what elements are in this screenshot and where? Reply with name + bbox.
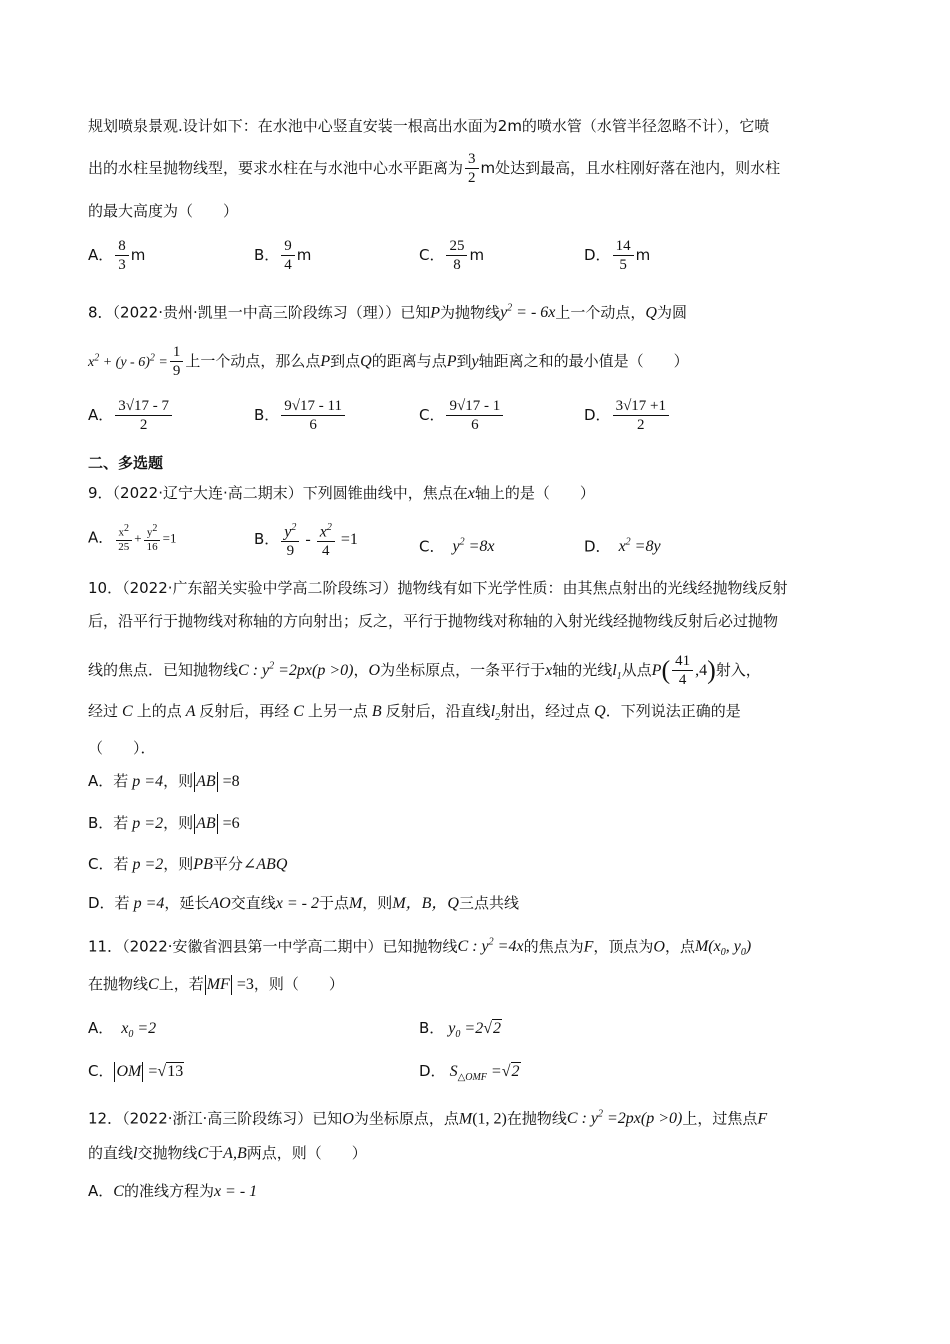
q10-line5: （ ）． xyxy=(88,739,156,757)
q10-option-c[interactable]: C．若 p =2，则PB平分∠ABQ xyxy=(88,855,288,873)
q8-option-a[interactable]: A． $\frac{3√17 - 7}{2}$ xyxy=(88,397,174,434)
q12-line1: 12．（2022·浙江·高三阶段练习）已知O为坐标原点，点M(1, 2)在抛物线C : $y^2 =2px(p >0)$上，过焦点F xyxy=(88,1109,768,1128)
q11-line2: 在抛物线C上，若 MF =3，则（ ） xyxy=(88,975,344,993)
q8-option-b[interactable]: B． $\frac{9√17 - 11}{6}$ xyxy=(254,397,347,434)
q9-option-a[interactable]: A． $\frac{x2}{25}$ + $\frac{y2}{16}$ =1 xyxy=(88,523,177,553)
q10-line4: 经过 C 上的点 A 反射后，再经 C 上另一点 B 反射后，沿直线$l_2$射出，经过点 Q．下列说法正确的是 xyxy=(88,702,741,724)
q12-line2: 的直线l交抛物线C于A,B两点，则（ ） xyxy=(88,1144,367,1162)
q8-line2: $x^2 + (y - 6)^2$ = $\frac{1}{9}$ 上一个动点，那么点P到点Q的距离与点P到y轴距离之和的最小值是（ ） xyxy=(88,344,689,379)
q8-line1: 8．（2022·贵州·凯里一中高三阶段练习（理））已知P为抛物线$y^2$ = - 6x上一个动点，Q为圆 xyxy=(88,303,687,322)
q10-option-b[interactable]: B．若 p =2，则 AB =6 xyxy=(88,814,240,832)
q9-line1: 9．（2022·辽宁大连·高二期末）下列圆锥曲线中，焦点在x轴上的是（ ） xyxy=(88,484,595,502)
q7-fraction: $\frac{3}{2}$ xyxy=(465,150,479,187)
q7-line1: 规划喷泉景观.设计如下：在水池中心竖直安装一根高出水面为2m的喷水管（水管半径忽略不计），它喷 xyxy=(88,117,770,135)
q7-line2: 出的水柱呈抛物线型，要求水柱在与水池中心水平距离为 $\frac{3}{2}$ m处达到最高，且水柱刚好落在池内，则水柱 xyxy=(88,151,781,186)
q7-line3: 的最大高度为（ ） xyxy=(88,202,239,220)
q12-option-a[interactable]: A．C的准线方程为x = - 1 xyxy=(88,1182,258,1200)
q11-option-d[interactable]: D． $S_{\triangle OMF} =√2$ xyxy=(419,1062,520,1084)
q11-option-b[interactable]: B． $y_0 =2√2$ xyxy=(419,1019,501,1041)
q7-option-a[interactable]: A． $\frac{8}{3}$ m xyxy=(88,238,146,273)
q7-option-b[interactable]: B． $\frac{9}{4}$ m xyxy=(254,238,312,273)
q9-option-d[interactable]: D． $x^2 =8y$ xyxy=(584,537,661,556)
q7-option-c[interactable]: C． $\frac{25}{8}$ m xyxy=(419,238,485,273)
q9-option-b[interactable]: B． $\frac{y^2}{9}$ - $\frac{x^2}{4}$ =1 xyxy=(254,519,358,560)
q8-option-d[interactable]: D． $\frac{3√17 +1}{2}$ xyxy=(584,397,671,434)
q11-line1: 11．（2022·安徽省泗县第一中学高二期中）已知抛物线C : $y^2 =4x$的焦点为F，顶点为O，点$M(x_0$, $y_0$) xyxy=(88,937,752,959)
q8-option-c[interactable]: C． $\frac{9√17 - 1}{6}$ xyxy=(419,397,505,434)
q10-line2: 后，沿平行于抛物线对称轴的方向射出；反之，平行于抛物线对称轴的入射光线经抛物线反射后必过抛物 xyxy=(88,612,779,630)
q10-option-d[interactable]: D．若 p =4，延长AO交直线x = - 2于点M，则M，B，Q三点共线 xyxy=(88,894,519,912)
q11-option-a[interactable]: A． $x_0 =2$ xyxy=(88,1019,157,1041)
q10-line3: 线的焦点．已知抛物线C : $y^2 =2px(p >0)$，O为坐标原点，一条平行于x轴的光线$l_1$从点P( $\frac{41}{4}$ ,4)射入， xyxy=(88,653,761,688)
q9-option-c[interactable]: C． $y^2 =8x$ xyxy=(419,537,495,556)
q10-option-a[interactable]: A．若 p =4，则 AB =8 xyxy=(88,772,240,790)
q11-option-c[interactable]: C． OM =√13 xyxy=(88,1062,184,1080)
q10-line1: 10．（2022·广东韶关实验中学高二阶段练习）抛物线有如下光学性质：由其焦点射出的光线经抛物线反射 xyxy=(88,579,788,597)
q7-option-d[interactable]: D． $\frac{14}{5}$ m xyxy=(584,238,651,273)
section-heading: 二、多选题 xyxy=(88,454,164,472)
